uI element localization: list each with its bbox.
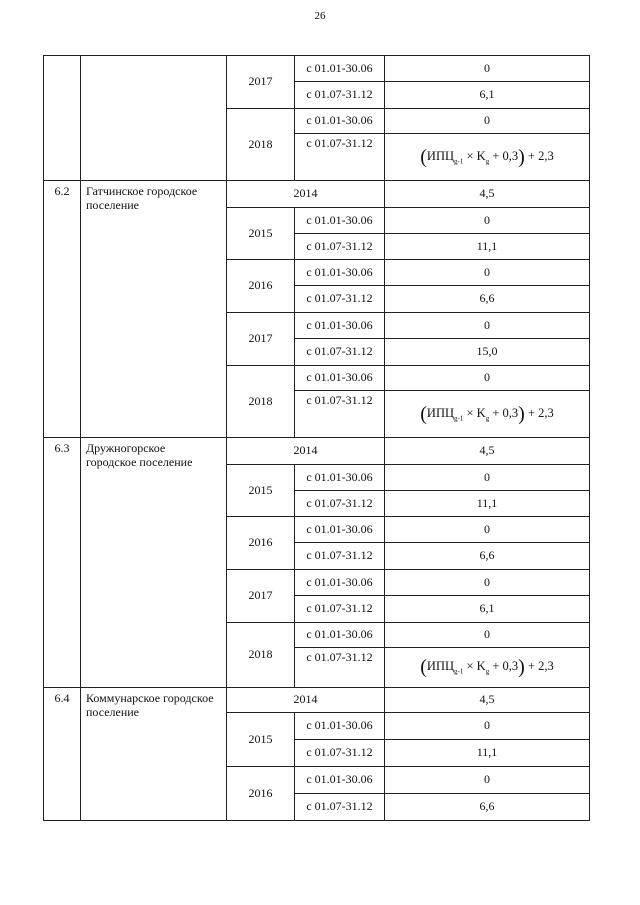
value-cell: 4,5 [385, 181, 590, 208]
period-cell: с 01.07-31.12 [295, 286, 385, 313]
value-cell: 0 [385, 465, 590, 491]
value-cell: 0 [385, 260, 590, 286]
year-cell: 2014 [227, 181, 385, 208]
settlement-name-cell: Гатчинское городское поселение [81, 181, 227, 438]
year-cell: 2016 [227, 517, 295, 570]
period-cell: с 01.01-30.06 [295, 517, 385, 543]
value-cell: 11,1 [385, 234, 590, 260]
value-cell: 0 [385, 767, 590, 794]
settlement-name-cell [81, 56, 227, 181]
period-cell: с 01.01-30.06 [295, 208, 385, 234]
value-cell: 0 [385, 109, 590, 134]
year-cell: 2018 [227, 366, 295, 438]
tariff-formula: $(ИПЦ_{g-1} \times K_g + 0,3) + 2,3$ [420, 145, 554, 168]
period-cell: с 01.01-30.06 [295, 313, 385, 339]
period-cell: с 01.01-30.06 [295, 767, 385, 794]
value-cell: 6,6 [385, 286, 590, 313]
period-cell: с 01.07-31.12 [295, 648, 385, 688]
year-cell: 2017 [227, 570, 295, 623]
period-cell: с 01.07-31.12 [295, 794, 385, 821]
value-cell: 0 [385, 366, 590, 391]
period-cell: с 01.07-31.12 [295, 543, 385, 570]
period-cell: с 01.07-31.12 [295, 491, 385, 517]
period-cell: с 01.01-30.06 [295, 56, 385, 82]
value-cell: 0 [385, 313, 590, 339]
row-number-cell: 6.2 [44, 181, 81, 438]
year-cell: 2018 [227, 109, 295, 181]
year-cell: 2015 [227, 465, 295, 517]
value-cell: 0 [385, 517, 590, 543]
value-cell: 4,5 [385, 688, 590, 713]
year-cell: 2017 [227, 56, 295, 109]
period-cell: с 01.01-30.06 [295, 366, 385, 391]
value-cell: 0 [385, 208, 590, 234]
settlement-name-cell: Коммунарское городское поселение [81, 688, 227, 821]
period-cell: с 01.07-31.12 [295, 234, 385, 260]
period-cell: с 01.01-30.06 [295, 570, 385, 596]
tariff-table [43, 55, 590, 821]
formula-cell [385, 134, 590, 181]
tariff-formula: $(ИПЦ_{g-1} \times K_g + 0,3) + 2,3$ [420, 656, 554, 678]
period-cell: с 01.01-30.06 [295, 109, 385, 134]
value-cell: 11,1 [385, 740, 590, 767]
value-cell: 6,1 [385, 596, 590, 623]
tariff-formula: $(ИПЦ_{g-1} \times K_g + 0,3) + 2,3$ [420, 402, 554, 425]
year-cell: 2017 [227, 313, 295, 366]
row-number-cell: 6.3 [44, 438, 81, 688]
period-cell: с 01.01-30.06 [295, 623, 385, 648]
value-cell: 0 [385, 570, 590, 596]
value-cell: 15,0 [385, 339, 590, 366]
period-cell: с 01.01-30.06 [295, 713, 385, 740]
year-cell: 2015 [227, 713, 295, 767]
value-cell: 0 [385, 56, 590, 82]
value-cell: 0 [385, 713, 590, 740]
period-cell: с 01.07-31.12 [295, 339, 385, 366]
formula-cell [385, 648, 590, 688]
period-cell: с 01.07-31.12 [295, 740, 385, 767]
period-cell: с 01.01-30.06 [295, 465, 385, 491]
settlement-name-cell: Дружногорское городское поселение [81, 438, 227, 688]
period-cell: с 01.01-30.06 [295, 260, 385, 286]
period-cell: с 01.07-31.12 [295, 82, 385, 109]
row-number-cell: 6.4 [44, 688, 81, 821]
page-number: 26 [314, 10, 326, 22]
year-cell: 2015 [227, 208, 295, 260]
period-cell: с 01.07-31.12 [295, 391, 385, 438]
value-cell: 6,1 [385, 82, 590, 109]
period-cell: с 01.07-31.12 [295, 134, 385, 181]
row-number-cell [44, 56, 81, 181]
formula-cell [385, 391, 590, 438]
year-cell: 2014 [227, 688, 385, 713]
value-cell: 11,1 [385, 491, 590, 517]
year-cell: 2014 [227, 438, 385, 465]
value-cell: 6,6 [385, 543, 590, 570]
year-cell: 2016 [227, 767, 295, 821]
year-cell: 2016 [227, 260, 295, 313]
value-cell: 4,5 [385, 438, 590, 465]
year-cell: 2018 [227, 623, 295, 688]
value-cell: 0 [385, 623, 590, 648]
value-cell: 6,6 [385, 794, 590, 821]
period-cell: с 01.07-31.12 [295, 596, 385, 623]
